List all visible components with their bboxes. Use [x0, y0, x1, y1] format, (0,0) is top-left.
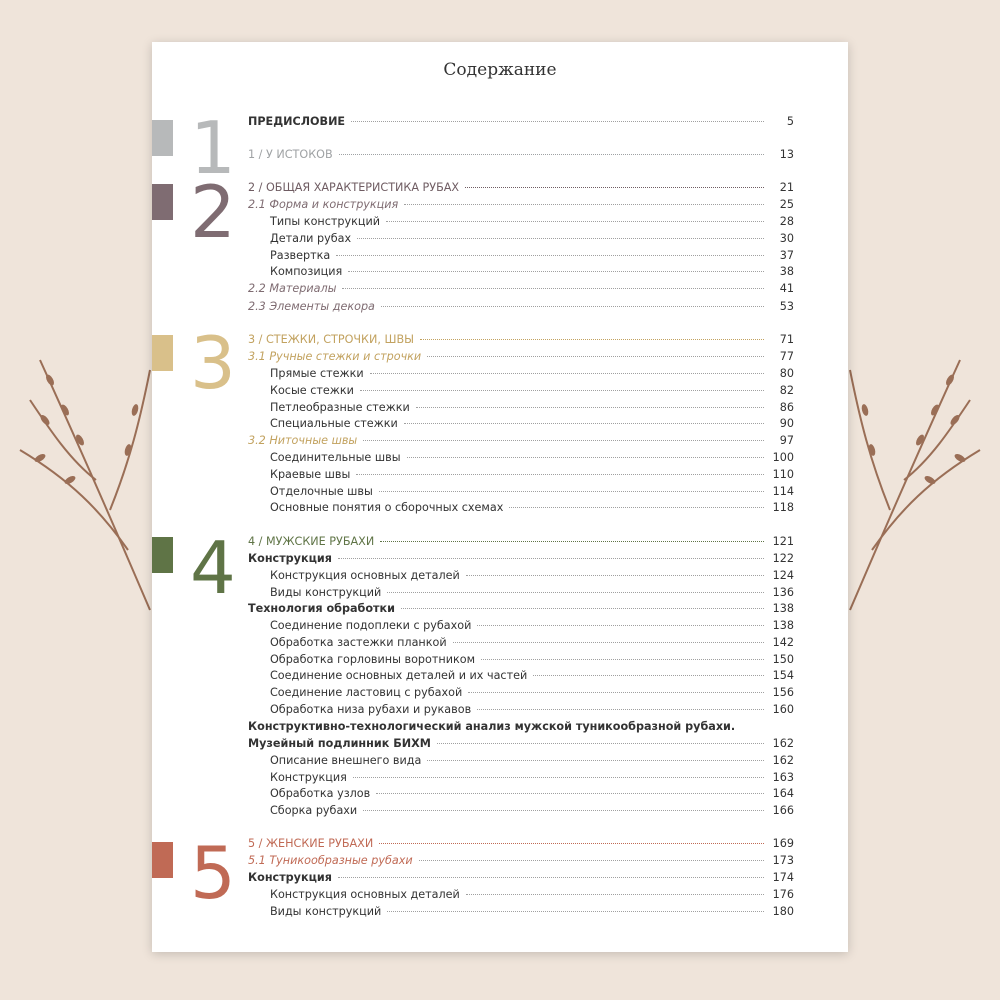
toc-entry-page: 138 — [772, 619, 794, 632]
toc-entry-title: 5.1 Туникообразные рубахи — [248, 854, 413, 867]
toc-subentry[interactable] — [270, 618, 794, 634]
toc-entry-page: 100 — [772, 451, 794, 464]
toc-subentry[interactable] — [270, 214, 794, 230]
toc-entry-page: 173 — [772, 854, 794, 867]
chapter-2-number: 2 — [190, 170, 236, 254]
toc-entry-title: Виды конструкций — [270, 905, 382, 918]
toc-entry-page: 164 — [772, 787, 794, 800]
toc-entry[interactable] — [248, 114, 794, 130]
toc-entry-page: 142 — [772, 636, 794, 649]
chapter-5-marker — [152, 842, 173, 878]
toc-chapter-2[interactable] — [248, 180, 794, 196]
toc-subentry[interactable] — [270, 753, 794, 769]
chapter-3-marker — [152, 335, 173, 371]
chapter-2-marker — [152, 184, 173, 220]
toc-section[interactable] — [248, 736, 794, 752]
toc-entry-page: 90 — [779, 417, 794, 430]
toc-entry-page: 122 — [772, 552, 794, 565]
toc-entry-title: Краевые швы — [270, 468, 351, 481]
toc-entry-page: 21 — [779, 181, 794, 194]
toc-entry-title: Описание внешнего вида — [270, 754, 422, 767]
toc-subentry[interactable] — [270, 702, 794, 718]
toc-entry-title: Сборка рубахи — [270, 804, 358, 817]
chapter-3-number: 3 — [190, 321, 236, 405]
toc-entry-page: 150 — [772, 653, 794, 666]
toc-subentry[interactable] — [270, 400, 794, 416]
toc-entry-title: Петлеобразные стежки — [270, 401, 410, 414]
toc-chapter-3[interactable] — [248, 332, 794, 348]
toc-entry-title: Косые стежки — [270, 384, 354, 397]
toc-entry-page: 138 — [772, 602, 794, 615]
toc-entry-title: Композиция — [270, 265, 343, 278]
toc-subentry[interactable] — [270, 568, 794, 584]
toc-subentry[interactable] — [270, 803, 794, 819]
toc-entry-title: Типы конструкций — [270, 215, 381, 228]
toc-section[interactable] — [248, 853, 794, 869]
toc-entry-title: 4 / МУЖСКИЕ РУБАХИ — [248, 535, 375, 548]
toc-subentry[interactable] — [270, 231, 794, 247]
toc-entry-page: 169 — [772, 837, 794, 850]
toc-entry-page: 180 — [772, 905, 794, 918]
toc-entry-title: 5 / ЖЕНСКИЕ РУБАХИ — [248, 837, 374, 850]
toc-subentry[interactable] — [270, 887, 794, 903]
toc-entry-title: 2 / ОБЩАЯ ХАРАКТЕРИСТИКА РУБАХ — [248, 181, 460, 194]
toc-page — [152, 42, 848, 952]
toc-entry-title: Соединительные швы — [270, 451, 401, 464]
toc-subentry[interactable] — [270, 904, 794, 920]
toc-entry-title: Музейный подлинник БИХМ — [248, 737, 431, 750]
toc-entry-title: 3.2 Ниточные швы — [248, 434, 358, 447]
toc-subentry[interactable] — [270, 668, 794, 684]
toc-subentry[interactable] — [270, 786, 794, 802]
toc-entry-title: ПРЕДИСЛОВИЕ — [248, 115, 346, 128]
toc-entry-page: 156 — [772, 686, 794, 699]
toc-entry-page: 97 — [779, 434, 794, 447]
toc-entry-title: Отделочные швы — [270, 485, 373, 498]
toc-entry-title: 3 / СТЕЖКИ, СТРОЧКИ, ШВЫ — [248, 333, 414, 346]
toc-chapter-5[interactable] — [248, 836, 794, 852]
toc-entry-page: 162 — [772, 754, 794, 767]
toc-entry-page: 163 — [772, 771, 794, 784]
toc-entry-page: 82 — [779, 384, 794, 397]
toc-section[interactable] — [248, 299, 794, 315]
toc-section[interactable] — [248, 433, 794, 449]
toc-entry-page: 28 — [779, 215, 794, 228]
toc-entry-page: 30 — [779, 232, 794, 245]
toc-entry-page: 176 — [772, 888, 794, 901]
toc-entry-page: 13 — [779, 148, 794, 161]
toc-entry-title: 2.3 Элементы декора — [248, 300, 375, 313]
toc-entry-title: Конструкция — [248, 552, 332, 565]
toc-chapter-4[interactable] — [248, 534, 794, 550]
toc-subentry[interactable] — [270, 685, 794, 701]
toc-entry-title: Конструкция основных деталей — [270, 888, 460, 901]
toc-subentry[interactable] — [270, 770, 794, 786]
toc-subentry[interactable] — [270, 467, 794, 483]
toc-entry-page: 118 — [772, 501, 794, 514]
toc-entry-page: 77 — [779, 350, 794, 363]
page-title: Содержание — [443, 60, 557, 80]
toc-subentry[interactable] — [270, 652, 794, 668]
toc-entry-page: 41 — [779, 282, 794, 295]
toc-entry-title: 2.1 Форма и конструкция — [248, 198, 399, 211]
toc-section[interactable] — [248, 719, 794, 735]
toc-entry-title: Детали рубах — [270, 232, 352, 245]
toc-entry-title: Соединение подоплеки с рубахой — [270, 619, 472, 632]
chapter-1-marker — [152, 120, 173, 156]
toc-entry-page: 124 — [772, 569, 794, 582]
toc-entry-page: 38 — [779, 265, 794, 278]
toc-entry-title: Развертка — [270, 249, 331, 262]
toc-section[interactable] — [248, 601, 794, 617]
toc-entry-title: Соединение основных деталей и их частей — [270, 669, 528, 682]
toc-entry-title: Конструктивно-технологический анализ мужской туникообразной рубахи. — [248, 720, 736, 733]
toc-subentry[interactable] — [270, 450, 794, 466]
toc-entry-page: 37 — [779, 249, 794, 262]
toc-subentry[interactable] — [270, 416, 794, 432]
toc-entry-title: Обработка горловины воротником — [270, 653, 476, 666]
toc-section[interactable] — [248, 281, 794, 297]
toc-entry-page: 5 — [786, 115, 794, 128]
toc-entry-title: Технология обработки — [248, 602, 395, 615]
toc-entry-title: 1 / У ИСТОКОВ — [248, 148, 333, 161]
toc-entry-page: 53 — [779, 300, 794, 313]
chapter-4-marker — [152, 537, 173, 573]
toc-subentry[interactable] — [270, 484, 794, 500]
chapter-5-number: 5 — [190, 831, 236, 915]
toc-entry-page: 25 — [779, 198, 794, 211]
toc-entry-page: 136 — [772, 586, 794, 599]
toc-entry-page: 166 — [772, 804, 794, 817]
toc-entry-page: 154 — [772, 669, 794, 682]
toc-entry-title: Основные понятия о сборочных схемах — [270, 501, 504, 514]
toc-entry-title: Обработка застежки планкой — [270, 636, 447, 649]
toc-entry-title: Конструкция — [248, 871, 332, 884]
toc-subentry[interactable] — [270, 366, 794, 382]
toc-subentry[interactable] — [270, 585, 794, 601]
pussy-willow-branch-icon — [10, 340, 160, 620]
toc-entry-page: 174 — [772, 871, 794, 884]
toc-entry-page: 110 — [772, 468, 794, 481]
chapter-1-number: 1 — [190, 106, 236, 190]
pussy-willow-branch-icon — [840, 340, 990, 620]
toc-entry-title: Виды конструкций — [270, 586, 382, 599]
chapter-4-number: 4 — [190, 526, 236, 610]
toc-section[interactable] — [248, 197, 794, 213]
toc-entry-title: Специальные стежки — [270, 417, 398, 430]
toc-entry-page: 121 — [772, 535, 794, 548]
toc-entry-title: Конструкция основных деталей — [270, 569, 460, 582]
toc-entry-title: 2.2 Материалы — [248, 282, 337, 295]
toc-section[interactable] — [248, 551, 794, 567]
toc-entry-title: 3.1 Ручные стежки и строчки — [248, 350, 422, 363]
toc-subentry[interactable] — [270, 635, 794, 651]
toc-entry-page: 160 — [772, 703, 794, 716]
toc-chapter-1[interactable] — [248, 147, 794, 163]
toc-subentry[interactable] — [270, 264, 794, 280]
toc-section[interactable] — [248, 349, 794, 365]
toc-entry-title: Прямые стежки — [270, 367, 364, 380]
toc-entry-page: 114 — [772, 485, 794, 498]
toc-entry-title: Соединение ластовиц с рубахой — [270, 686, 463, 699]
toc-entry-page: 86 — [779, 401, 794, 414]
toc-subentry[interactable] — [270, 500, 794, 516]
toc-subentry[interactable] — [270, 383, 794, 399]
toc-entry-page: 80 — [779, 367, 794, 380]
toc-subentry[interactable] — [270, 248, 794, 264]
toc-entry-page: 71 — [779, 333, 794, 346]
toc-entry-page: 162 — [772, 737, 794, 750]
toc-entry-title: Конструкция — [270, 771, 347, 784]
toc-entry-title: Обработка узлов — [270, 787, 371, 800]
toc-entry-title: Обработка низа рубахи и рукавов — [270, 703, 472, 716]
toc-section[interactable] — [248, 870, 794, 886]
